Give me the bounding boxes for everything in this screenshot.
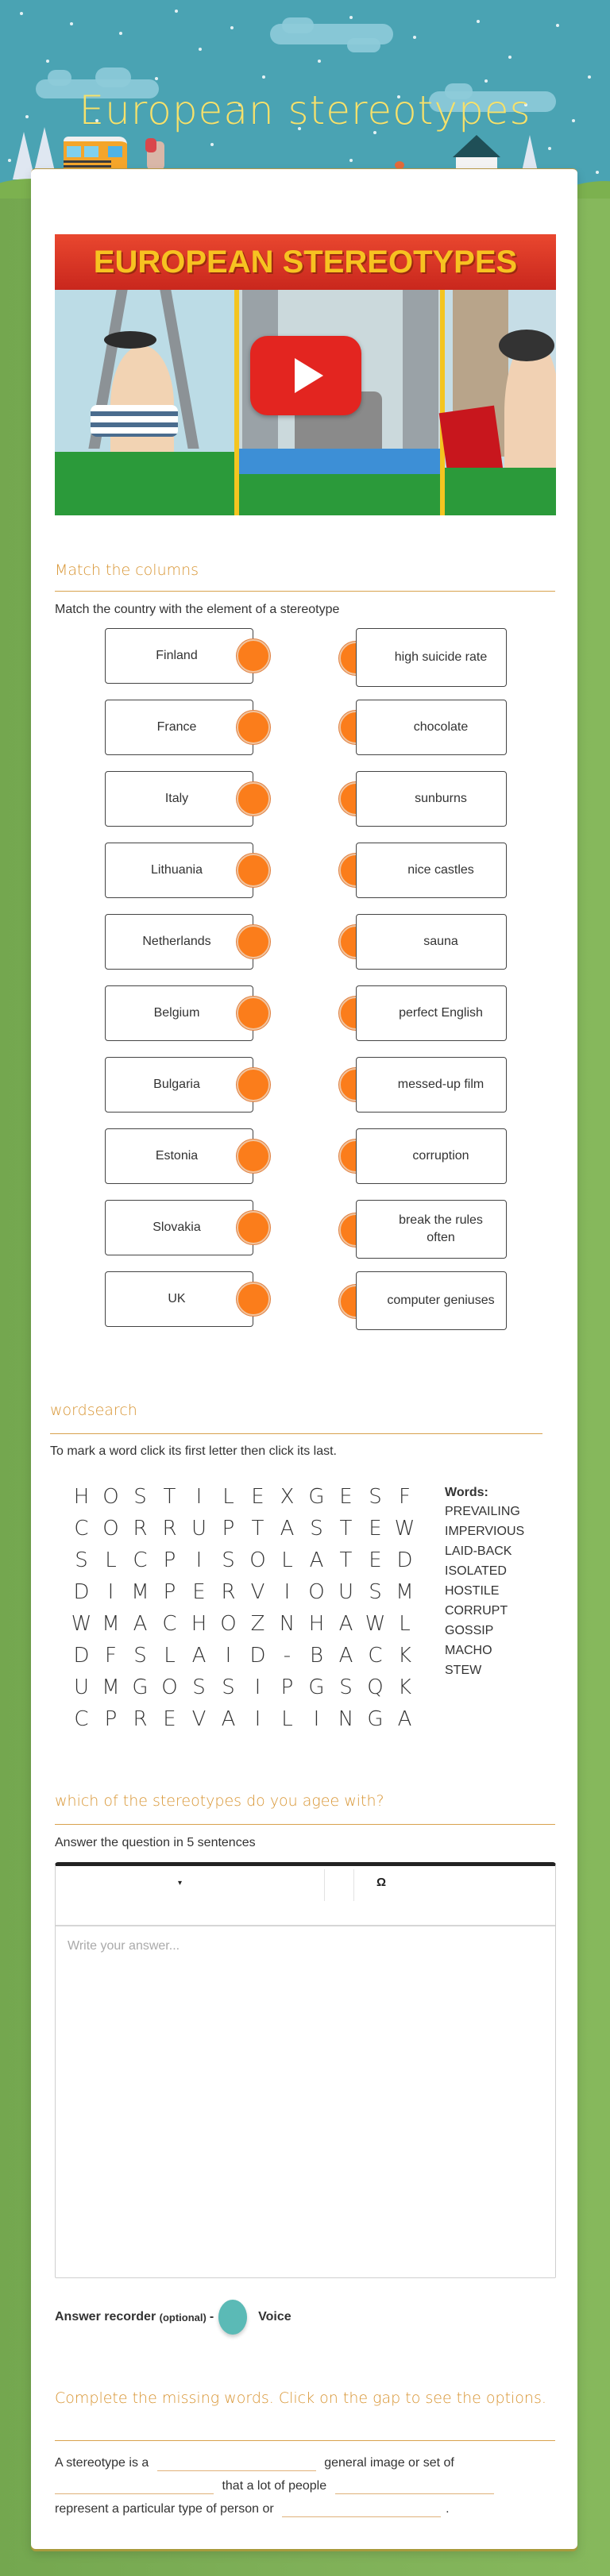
video-panel-france <box>55 290 234 515</box>
connector-dot-left[interactable] <box>237 1140 270 1173</box>
wordsearch-letter[interactable]: C <box>162 1612 177 1636</box>
cloze-text: general image or set of <box>324 2456 454 2470</box>
wordsearch-letter[interactable]: R <box>162 1517 177 1541</box>
wordsearch-letter[interactable]: K <box>397 1676 412 1699</box>
match-item-left[interactable]: Slovakia <box>105 1200 253 1255</box>
tree-decoration <box>522 135 538 172</box>
recorder-optional-label: (optional) <box>159 2311 207 2323</box>
editor-toolbar <box>56 1866 555 1926</box>
wordsearch-row <box>67 1576 419 1608</box>
wordsearch-letter[interactable]: M <box>102 1676 120 1699</box>
wordsearch-heading: wordsearch <box>50 1402 137 1419</box>
match-row <box>31 985 577 1041</box>
match-row <box>31 1057 577 1113</box>
wordsearch-row <box>67 1544 419 1576</box>
cloze-gap-4[interactable] <box>282 2500 441 2517</box>
wordsearch-letter[interactable]: T <box>339 1548 353 1572</box>
wordsearch-letter[interactable]: C <box>74 1707 89 1731</box>
cloze-gap-3[interactable] <box>335 2477 494 2494</box>
wordsearch-letter[interactable]: E <box>369 1548 382 1572</box>
wordsearch-letter[interactable]: W <box>394 1517 415 1541</box>
wordsearch-letter[interactable]: L <box>164 1644 176 1668</box>
wordsearch-letter[interactable]: A <box>280 1517 295 1541</box>
wordsearch-letter[interactable]: W <box>71 1612 92 1636</box>
divider <box>55 591 555 592</box>
page-title: European stereotypes <box>79 87 531 133</box>
wordsearch-letter[interactable]: A <box>397 1707 412 1731</box>
wordsearch-letter[interactable]: P <box>163 1548 176 1572</box>
wordsearch-letter[interactable]: I <box>254 1676 261 1699</box>
wordsearch-letter[interactable]: L <box>399 1612 411 1636</box>
cloud-decoration <box>282 17 314 33</box>
wordsearch-word: CORRUPT <box>445 1604 508 1618</box>
wordsearch-word: STEW <box>445 1664 482 1677</box>
wordsearch-letter[interactable]: C <box>74 1517 89 1541</box>
wordsearch-row <box>67 1672 419 1703</box>
match-item-right[interactable]: computer geniuses <box>356 1271 507 1330</box>
wordsearch-letter[interactable]: U <box>338 1580 354 1604</box>
wordsearch-letter[interactable]: I <box>284 1580 291 1604</box>
wordsearch-letter[interactable]: O <box>308 1580 325 1604</box>
match-item-left[interactable]: Italy <box>105 771 253 827</box>
wordsearch-letter[interactable]: V <box>250 1580 265 1604</box>
toolbar-separator <box>324 1869 325 1901</box>
wordsearch-letter[interactable]: H <box>191 1612 207 1636</box>
connector-dot-left[interactable] <box>237 639 270 673</box>
wordsearch-letter[interactable]: S <box>222 1676 235 1699</box>
cloud-decoration <box>347 38 380 52</box>
wordsearch-letter[interactable]: Z <box>250 1612 265 1636</box>
cloze-gap-1[interactable] <box>157 2454 316 2471</box>
match-item-right[interactable]: messed-up film <box>356 1057 507 1113</box>
match-instruction: Match the country with the element of a stereotype <box>55 603 340 616</box>
wordsearch-letter[interactable]: C <box>368 1644 383 1668</box>
match-item-left[interactable]: France <box>105 700 253 755</box>
wordsearch-row <box>67 1640 419 1672</box>
wordsearch-word-list <box>445 1486 532 1680</box>
cloze-gap-2[interactable] <box>55 2477 214 2494</box>
connector-dot-left[interactable] <box>237 1211 270 1244</box>
wordsearch-letter[interactable]: P <box>222 1517 235 1541</box>
wordsearch-letter[interactable]: K <box>397 1644 412 1668</box>
match-item-right[interactable]: perfect English <box>356 985 507 1041</box>
wordsearch-row <box>67 1703 419 1735</box>
wordsearch-letter[interactable]: G <box>132 1676 149 1699</box>
wordsearch-letter[interactable]: I <box>225 1644 232 1668</box>
answer-recorder <box>55 2300 291 2335</box>
connector-dot-left[interactable] <box>237 997 270 1030</box>
answer-editor <box>55 1862 556 2278</box>
wordsearch-letter[interactable]: V <box>191 1707 207 1731</box>
wordsearch-letter[interactable]: I <box>107 1580 114 1604</box>
connector-dot-left[interactable] <box>237 1282 270 1316</box>
wordsearch-letter[interactable]: D <box>396 1548 413 1572</box>
wordsearch-letter[interactable]: S <box>222 1548 235 1572</box>
divider <box>50 1433 542 1434</box>
wordsearch-letter[interactable]: X <box>280 1485 295 1509</box>
toolbar-separator <box>353 1869 354 1901</box>
match-row <box>31 1200 577 1255</box>
connector-dot-left[interactable] <box>237 854 270 887</box>
wordsearch-letter[interactable]: O <box>161 1676 178 1699</box>
wordsearch-letter[interactable]: A <box>338 1644 353 1668</box>
connector-dot-left[interactable] <box>237 782 270 816</box>
match-item-right[interactable]: high suicide rate <box>356 628 507 687</box>
divider <box>55 1824 555 1825</box>
match-item-right[interactable]: nice castles <box>356 843 507 898</box>
match-item-right[interactable]: break the rules often <box>356 1200 507 1259</box>
wordsearch-word: ISOLATED <box>445 1564 507 1578</box>
wordsearch-letter[interactable]: P <box>280 1676 294 1699</box>
wordsearch-letter[interactable]: O <box>249 1548 266 1572</box>
wordsearch-letter[interactable]: T <box>251 1517 264 1541</box>
wordsearch-letter[interactable]: M <box>396 1580 414 1604</box>
match-item-left[interactable]: UK <box>105 1271 253 1327</box>
wordsearch-letter[interactable]: W <box>365 1612 386 1636</box>
cloze-text: A stereotype is a <box>55 2456 149 2470</box>
wordsearch-letter[interactable]: H <box>73 1485 90 1509</box>
match-row <box>31 628 577 684</box>
wordsearch-word: LAID-BACK <box>445 1544 512 1558</box>
wordsearch-grid[interactable] <box>67 1481 419 1735</box>
wordsearch-instruction: To mark a word click its first letter then click its last. <box>50 1444 337 1458</box>
video-panel-spain <box>445 290 556 515</box>
wordsearch-letter[interactable]: E <box>251 1485 264 1509</box>
worksheet-card <box>31 168 577 2549</box>
wordsearch-letter[interactable]: B <box>309 1644 324 1668</box>
wordsearch-letter[interactable]: L <box>105 1548 117 1572</box>
wordsearch-letter[interactable]: C <box>133 1548 148 1572</box>
wordsearch-letter[interactable]: A <box>191 1644 207 1668</box>
wordsearch-letter[interactable]: N <box>279 1612 295 1636</box>
tree-decoration <box>33 127 56 175</box>
wordsearch-letter[interactable]: A <box>133 1612 148 1636</box>
wordsearch-letter[interactable]: D <box>73 1644 90 1668</box>
cloze-text: represent a particular type of person or <box>55 2502 274 2516</box>
words-title: Words: <box>445 1486 488 1499</box>
bus-illustration <box>64 137 127 170</box>
wordsearch-letter[interactable]: F <box>105 1644 117 1668</box>
wordsearch-letter[interactable]: I <box>254 1707 261 1731</box>
wordsearch-letter[interactable]: R <box>221 1580 236 1604</box>
wordsearch-letter[interactable]: M <box>131 1580 149 1604</box>
wordsearch-letter[interactable]: S <box>369 1580 382 1604</box>
wordsearch-letter[interactable]: T <box>163 1485 176 1509</box>
recorder-dash: - <box>209 2310 214 2323</box>
reindeer-illustration <box>147 141 164 170</box>
question-heading: which of the stereotypes do you agee with? <box>55 1792 384 1810</box>
wordsearch-letter[interactable]: S <box>133 1485 147 1509</box>
connector-dot-left[interactable] <box>237 925 270 958</box>
match-item-right[interactable]: corruption <box>356 1128 507 1184</box>
cloud-decoration <box>48 70 71 86</box>
match-row <box>31 1271 577 1327</box>
wordsearch-letter[interactable]: O <box>102 1485 119 1509</box>
wordsearch-letter[interactable]: F <box>399 1485 411 1509</box>
match-item-left[interactable]: Lithuania <box>105 843 253 898</box>
wordsearch-letter[interactable]: G <box>308 1676 325 1699</box>
match-heading: Match the columns <box>55 561 199 579</box>
wordsearch-letter[interactable]: G <box>308 1485 325 1509</box>
wordsearch-letter[interactable]: A <box>221 1707 236 1731</box>
wordsearch-letter[interactable]: A <box>338 1612 353 1636</box>
wordsearch-letter[interactable]: T <box>339 1517 353 1541</box>
match-row <box>31 1128 577 1184</box>
wordsearch-letter[interactable]: A <box>309 1548 324 1572</box>
cloze-heading: Complete the missing words. Click on the gap to see the options. <box>55 2389 546 2407</box>
wordsearch-letter[interactable]: P <box>163 1580 176 1604</box>
match-item-left[interactable]: Estonia <box>105 1128 253 1184</box>
wordsearch-letter[interactable]: R <box>133 1517 148 1541</box>
wordsearch-letter[interactable]: E <box>192 1580 206 1604</box>
wordsearch-letter[interactable]: - <box>283 1644 291 1668</box>
wordsearch-letter[interactable]: I <box>195 1548 203 1572</box>
wordsearch-word: HOSTILE <box>445 1584 500 1598</box>
wordsearch-letter[interactable]: D <box>249 1644 266 1668</box>
wordsearch-letter[interactable]: G <box>367 1707 384 1731</box>
wordsearch-row <box>67 1481 419 1513</box>
match-item-right[interactable]: chocolate <box>356 700 507 755</box>
wordsearch-letter[interactable]: L <box>281 1548 293 1572</box>
wordsearch-letter[interactable]: E <box>339 1485 353 1509</box>
wordsearch-word: IMPERVIOUS <box>445 1525 525 1538</box>
wordsearch-letter[interactable]: S <box>339 1676 353 1699</box>
record-button[interactable] <box>218 2300 247 2335</box>
video-banner-title: EUROPEAN STEREOTYPES <box>55 234 556 290</box>
format-dropdown-caret-icon[interactable]: ▾ <box>178 1879 183 1888</box>
wordsearch-letter[interactable]: S <box>192 1676 206 1699</box>
special-character-icon[interactable]: Ω <box>376 1876 387 1889</box>
cloze-text: that a lot of people <box>222 2479 327 2493</box>
wordsearch-letter[interactable]: E <box>163 1707 176 1731</box>
match-item-right[interactable]: sunburns <box>356 771 507 827</box>
wordsearch-row <box>67 1513 419 1544</box>
wordsearch-letter[interactable]: S <box>369 1485 382 1509</box>
wordsearch-letter[interactable]: P <box>104 1707 118 1731</box>
divider <box>55 2440 555 2441</box>
wordsearch-letter[interactable]: O <box>220 1612 237 1636</box>
wordsearch-letter[interactable]: S <box>310 1517 323 1541</box>
cloze-text: . <box>446 2502 450 2516</box>
match-item-right[interactable]: sauna <box>356 914 507 970</box>
wordsearch-letter[interactable]: O <box>102 1517 119 1541</box>
match-row <box>31 771 577 827</box>
wordsearch-letter[interactable]: L <box>281 1707 293 1731</box>
cloud-decoration <box>95 67 131 87</box>
wordsearch-letter[interactable]: S <box>75 1548 88 1572</box>
connector-dot-left[interactable] <box>237 711 270 744</box>
wordsearch-letter[interactable]: M <box>102 1612 120 1636</box>
wordsearch-letter[interactable]: S <box>133 1644 147 1668</box>
match-item-left[interactable]: Netherlands <box>105 914 253 970</box>
wordsearch-row <box>67 1608 419 1640</box>
wordsearch-word: GOSSIP <box>445 1624 494 1637</box>
video-embed[interactable] <box>55 234 556 515</box>
match-row <box>31 843 577 898</box>
wordsearch-letter[interactable]: D <box>73 1580 90 1604</box>
match-item-left[interactable]: Finland <box>105 628 253 684</box>
match-item-left[interactable]: Belgium <box>105 985 253 1041</box>
cloze-paragraph <box>55 2451 556 2520</box>
wordsearch-letter[interactable]: E <box>369 1517 382 1541</box>
wordsearch-letter[interactable]: U <box>191 1517 207 1541</box>
youtube-play-icon <box>295 358 323 393</box>
wordsearch-letter[interactable]: U <box>73 1676 90 1699</box>
connector-dot-left[interactable] <box>237 1068 270 1101</box>
wordsearch-word: PREVAILING <box>445 1505 520 1518</box>
voice-label: Voice <box>258 2310 291 2323</box>
wordsearch-letter[interactable]: H <box>308 1612 325 1636</box>
match-row <box>31 700 577 755</box>
wordsearch-letter[interactable]: Q <box>367 1676 384 1699</box>
wordsearch-letter[interactable]: N <box>338 1707 354 1731</box>
question-instruction: Answer the question in 5 sentences <box>55 1836 256 1849</box>
wordsearch-letter[interactable]: I <box>313 1707 320 1731</box>
wordsearch-word: MACHO <box>445 1644 492 1657</box>
wordsearch-letter[interactable]: I <box>195 1485 203 1509</box>
play-button[interactable] <box>250 336 361 415</box>
match-row <box>31 914 577 970</box>
house-illustration <box>453 135 500 171</box>
recorder-label: Answer recorder <box>55 2310 156 2323</box>
wordsearch-letter[interactable]: R <box>133 1707 148 1731</box>
wordsearch-letter[interactable]: L <box>222 1485 234 1509</box>
answer-textarea[interactable] <box>56 1928 555 2277</box>
match-item-left[interactable]: Bulgaria <box>105 1057 253 1113</box>
